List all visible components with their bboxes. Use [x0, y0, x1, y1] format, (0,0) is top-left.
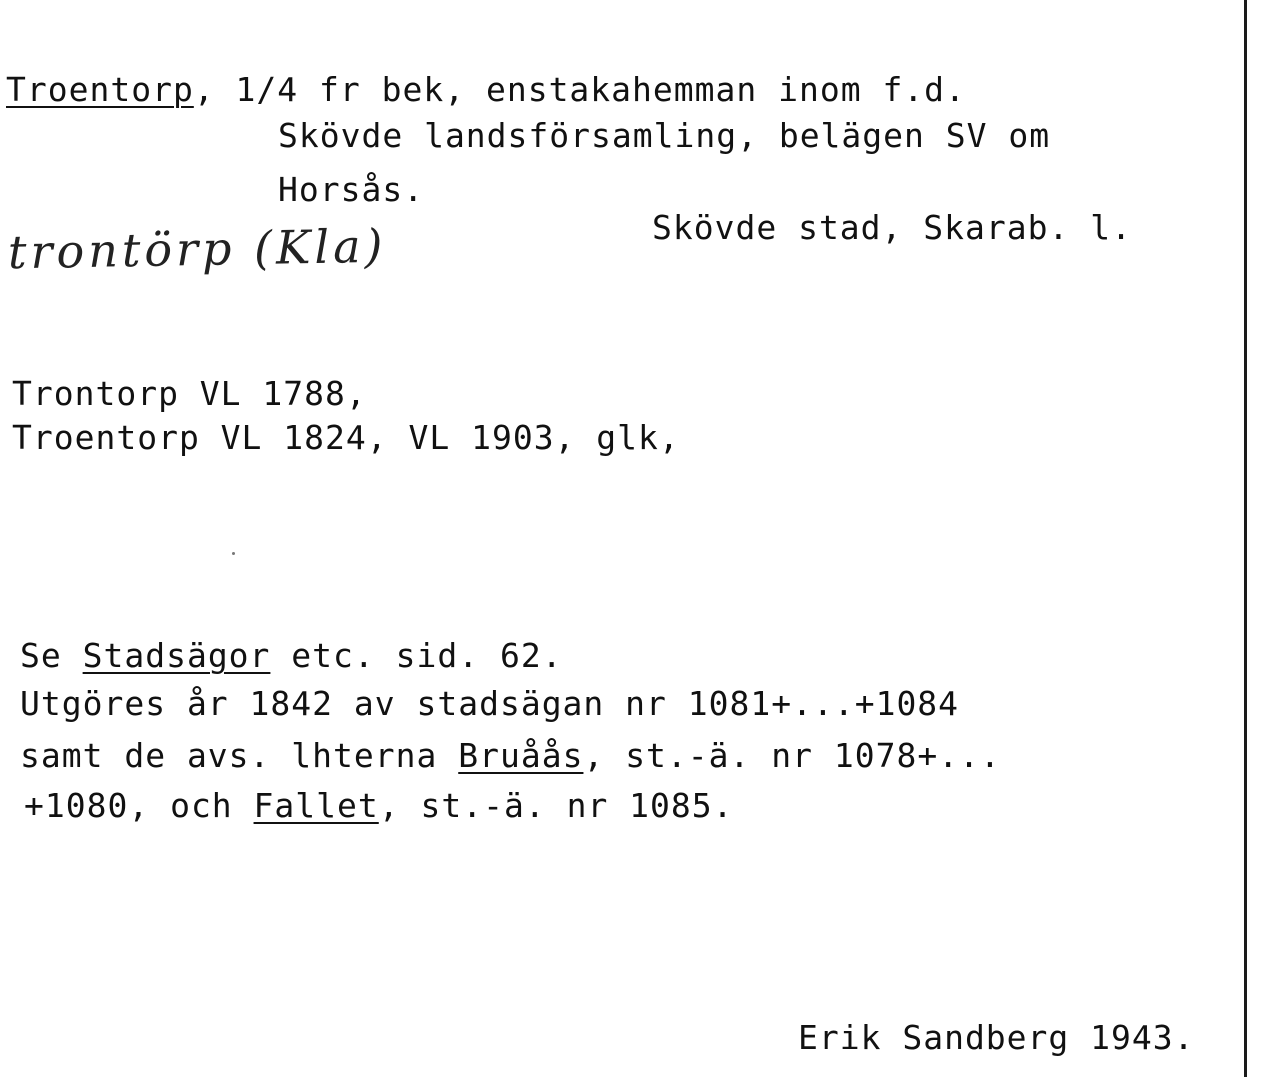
reference-line-2: Utgöres år 1842 av stadsägan nr 1081+...+1084 [20, 684, 960, 723]
reference-line-4-link: Fallet [253, 786, 379, 825]
entry-line-3: Horsås. [278, 170, 425, 209]
reference-se-link: Stadsägor [82, 636, 271, 675]
entry-line-2: Skövde landsförsamling, belägen SV om [278, 116, 1051, 155]
reference-se-rest: etc. sid. 62. [270, 636, 563, 675]
entry-line-1-rest: , 1/4 fr bek, enstakahemman inom f.d. [193, 70, 966, 109]
reference-line-3-link: Bruåås [458, 736, 584, 775]
reference-line-3-rest: , st.-ä. nr 1078+... [583, 736, 1001, 775]
reference-line-4 [24, 786, 734, 826]
source-line-1: Trontorp VL 1788, [12, 374, 367, 413]
entry-line-1 [6, 70, 966, 110]
reference-line-3-prefix: samt de avs. lhterna [20, 736, 459, 775]
entry-location: Skövde stad, Skarab. l. [652, 208, 1132, 247]
paper-speck [232, 552, 235, 555]
source-line-2: Troentorp VL 1824, VL 1903, glk, [12, 418, 680, 457]
handwritten-pronunciation: trontörp (Kla) [7, 218, 387, 280]
signature: Erik Sandberg 1943. [798, 1018, 1195, 1057]
reference-se-prefix: Se [20, 636, 83, 675]
reference-line-4-prefix: +1080, och [24, 786, 254, 825]
reference-line-4-rest: , st.-ä. nr 1085. [378, 786, 734, 825]
reference-line-3 [20, 736, 1001, 776]
card-edge-line [1244, 0, 1247, 1077]
entry-name: Troentorp [6, 70, 194, 109]
reference-line-1 [20, 636, 563, 676]
